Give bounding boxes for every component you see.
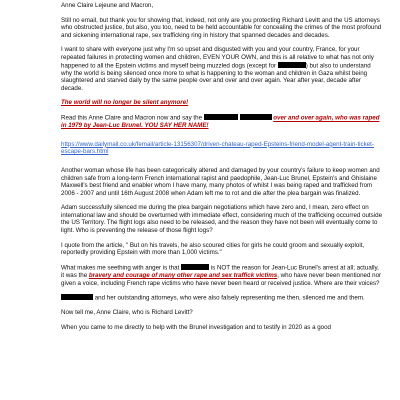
emphasis-heading: The world will no longer be silent anymore!: [61, 99, 189, 107]
paragraph-9: [61, 294, 382, 302]
redaction-bar: [204, 114, 238, 120]
paragraph-7: I quote from the article, " But on his travels, he also scoured cities for girls he could groom and sexually exploit, reportedly providing Epstein with more than 1,000 victims.": [61, 241, 365, 257]
paragraph-2: [61, 46, 382, 92]
paragraph-9-text: and her outstanding attorneys, who were also falsely representing me then, silenced me and them.: [94, 294, 365, 302]
redaction-bar: [240, 114, 272, 120]
paragraph-4-emphasis: over and over again, who was raped in 1979 by Jean-Luc Brunel. YOU SAY HER NAME!: [61, 114, 380, 130]
redaction-bar: [61, 294, 93, 300]
redaction-bar: [278, 62, 306, 68]
paragraph-4: [61, 114, 382, 130]
paragraph-8: [61, 264, 382, 287]
paragraph-4-start: Read this Anne Claire and Macron now and say the: [61, 114, 203, 122]
paragraph-8-middle: is NOT the reason for Jean-Luc Brunel's arrest at all; actually, it was the: [61, 264, 379, 279]
article-link-paragraph: [61, 141, 382, 156]
article-link[interactable]: https://www.dailymail.co.uk/femail/article-13156307/driven-chateau-raped-Epsteins-friend-model-agent-train-ticket-escape-bars.html: [61, 140, 374, 156]
paragraph-5: Another woman whose life has been categorically altered and damaged by your country's failure to keep women and children safe from a long-term French international rapist and paedophile, Jean-Luc Brunel, Epstein's and Ghislaine Maxwell's best friend and enabler whom I have many, many photos of whilst I was being raped and trafficked from 2006 - 2007 and until 16th August 2008 when Adam left me to rot and die after the plea bargain was finalized.: [61, 166, 380, 197]
paragraph-2-end: ) but also to understand why the world is being silenced once more to what is happening to the woman and children in Gaza whilst being slaughtered and starved daily by the same people over and over and over again. Year after year, decade after decade.: [61, 62, 371, 92]
paragraph-6: Adam successfully silenced me during the plea bargain negotiations which have zero and, I mean, zero effect on international law and should be overturned with immediate effect, considering much of the trafficking occurred outside the US Territory. The flight logs also need to be released, and the reason they have not been will eventually come to light. Who is preventing the release of those flight logs?: [61, 204, 383, 235]
paragraph-8-emphasis: bravery and courage of many other rape and sex traffick victims: [88, 271, 278, 279]
redaction-bar: [181, 264, 209, 270]
paragraph-1: Still no email, but thank you for showing that, indeed, not only are you protecting Richard Levitt and the US attorneys who obstructed justice, but also, you too, need to be held accountable for concealing the crimes of the most profound and sickening international rape, sex trafficking ring in history that spanned decades and decades.: [61, 16, 382, 39]
paragraph-2-start: I want to share with everyone just why I'm so upset and disgusted with you and your country, France, for your repeated failures in protecting women and children, EVEN YOUR OWN, and this is all relative to what has not only happened to all the Epstein victims and myself being muzzled dogs (except for: [61, 46, 374, 70]
greeting: Anne Claire Lejeune and Macron,: [61, 2, 154, 9]
paragraph-8-end: , who have never been mentioned nor given a voice, including French rape victims who have never been heard or received justice. Where are their voices?: [61, 271, 382, 287]
paragraph-10: Now tell me, Anne Claire, who is Richard Levitt?: [61, 309, 193, 317]
paragraph-8-start: What makes me seething with anger is that: [61, 264, 180, 272]
paragraph-11: When you came to me directly to help with the Brunel investigation and to testify in 2020 as a good: [61, 323, 331, 331]
